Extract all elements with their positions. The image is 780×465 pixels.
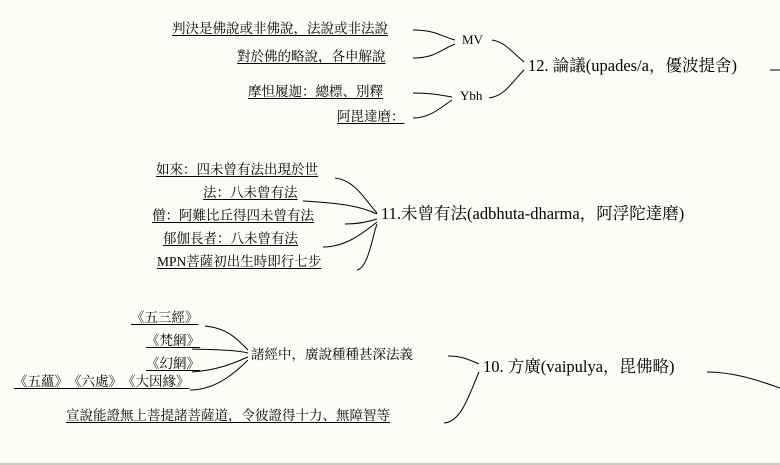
- topic-10: 10. 方廣(vaipulya，毘佛略): [483, 357, 675, 376]
- mid-node-10: 諸經中，廣說種種甚深法義: [251, 347, 413, 362]
- leaf-node: 《大因緣》: [122, 374, 190, 389]
- leaf-node: 僧：阿難比丘得四未曾有法: [152, 208, 314, 223]
- sub-node-mv: MV: [462, 32, 483, 47]
- sub-node-ybh: Ybh: [460, 88, 483, 103]
- leaf-node: 阿毘達磨：: [337, 109, 405, 124]
- leaf-node: MPN菩薩初出生時即行七步: [157, 254, 322, 269]
- leaf-node: 《梵網》: [146, 333, 200, 348]
- leaf-node: 宣說能證無上菩提諸菩薩道，令彼證得十力、無障智等: [66, 408, 390, 423]
- leaf-node: 《五三經》: [131, 310, 199, 325]
- leaf-node: 判決是佛說或非佛說，法說或非法說: [172, 21, 388, 36]
- leaf-node: 《五蘊》: [14, 374, 68, 389]
- leaf-node: 《幻網》: [146, 356, 200, 371]
- topic-11: 11.未曾有法(adbhuta-dharma，阿浮陀達磨): [381, 204, 685, 223]
- topic-12: 12. 論議(upades/a，優波提舍): [528, 56, 737, 75]
- leaf-node: 如來：四未曾有法出現於世: [156, 162, 318, 177]
- leaf-node: 《六處》: [68, 374, 122, 389]
- leaf-node: 法：八未曾有法: [203, 185, 298, 200]
- leaf-node: 摩怛履迦：總標、別釋: [248, 84, 383, 99]
- leaf-node: 對於佛的略說，各申解說: [237, 49, 386, 64]
- leaf-node: 郁伽長者：八未曾有法: [163, 231, 298, 246]
